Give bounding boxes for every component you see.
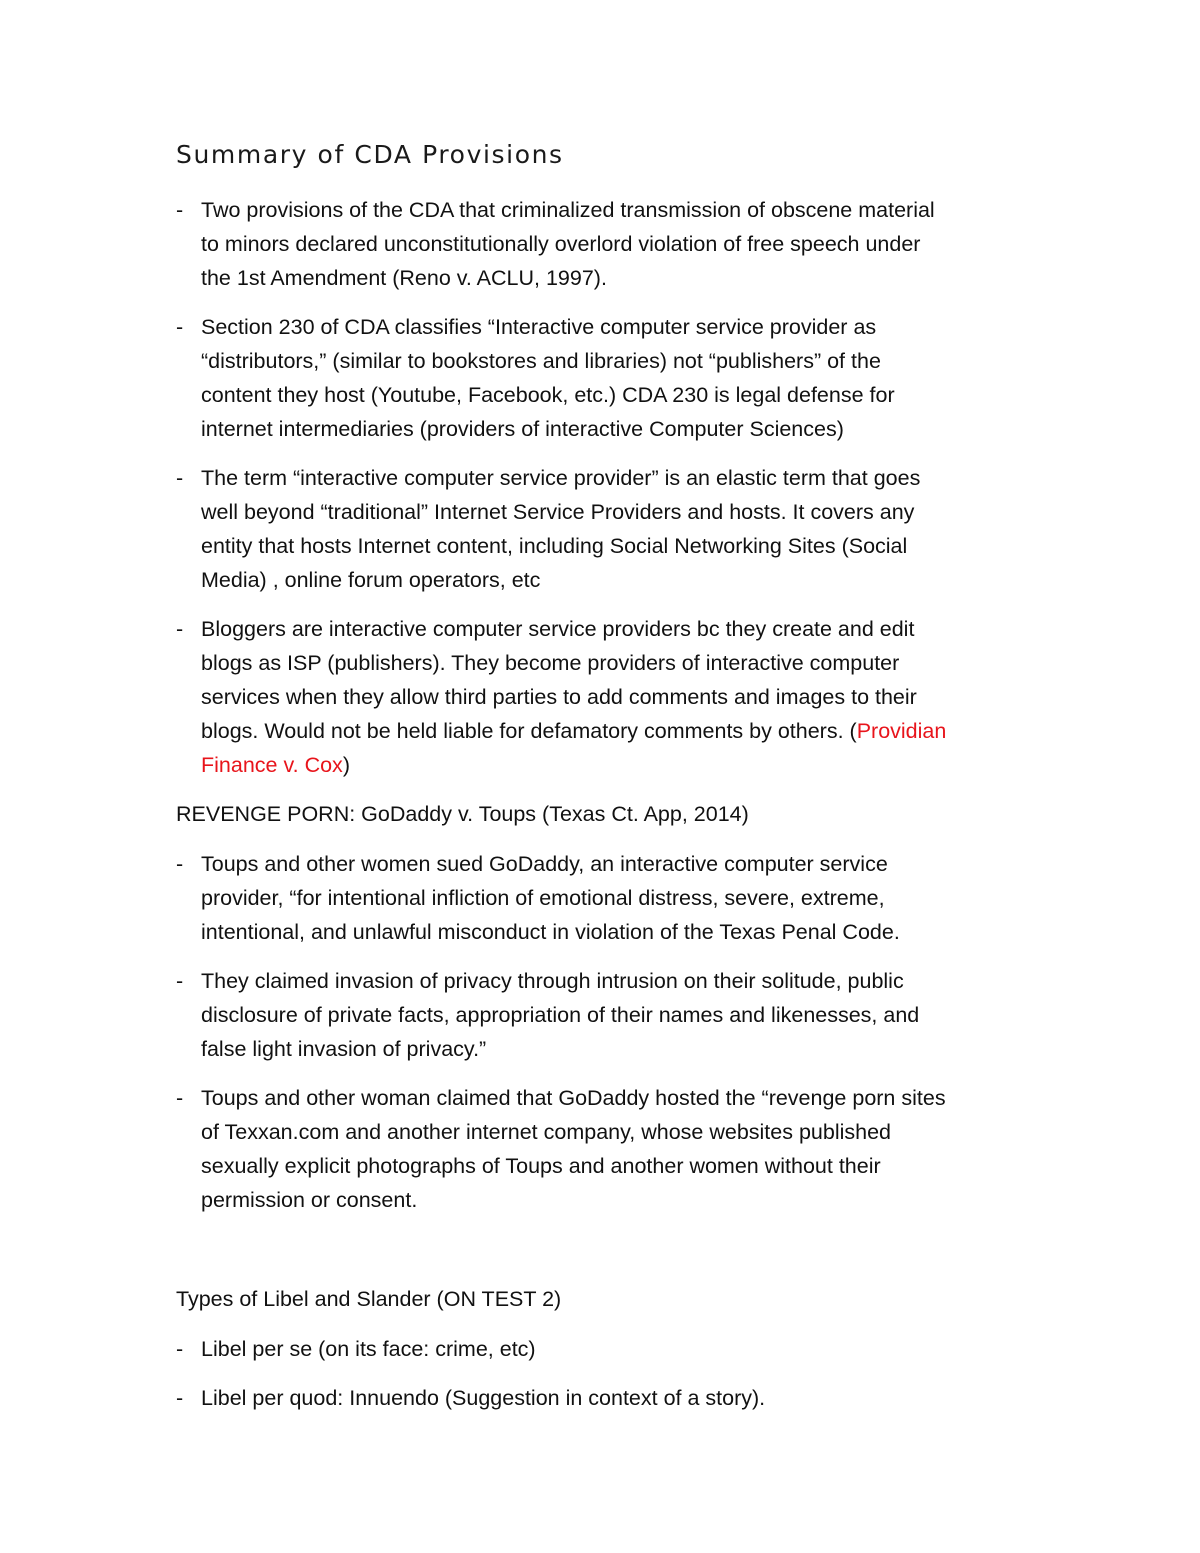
text-line: intentional, and unlawful misconduct in violation of the Texas Penal Code. [201, 920, 900, 944]
text-line: The term “interactive computer service provider” is an elastic term that goes [201, 466, 921, 490]
text-segment: ) [342, 753, 350, 777]
text-line: content they host (Youtube, Facebook, etc.) CDA 230 is legal defense for [201, 383, 895, 407]
bullet-dash: - [176, 852, 184, 876]
list-item-text [201, 1332, 1026, 1366]
bullet-dash: - [176, 1086, 184, 1110]
case-citation: Providian [856, 719, 947, 743]
case-citation: Finance v. Cox [201, 753, 343, 777]
text-line: disclosure of private facts, appropriation of their names and likenesses, and [201, 1003, 920, 1027]
page-title: Summary of CDA Provisions [176, 140, 564, 169]
text-line: permission or consent. [201, 1188, 418, 1212]
text-line: of Texxan.com and another internet company, whose websites published [201, 1120, 892, 1144]
list-item-text [201, 1381, 1026, 1415]
text-line: entity that hosts Internet content, including Social Networking Sites (Social [201, 534, 908, 558]
text-line: well beyond “traditional” Internet Service Providers and hosts. It covers any [201, 500, 915, 524]
text-line: Libel per se (on its face: crime, etc) [201, 1337, 536, 1361]
text-line: Toups and other woman claimed that GoDaddy hosted the “revenge porn sites [201, 1086, 946, 1110]
text-line: Two provisions of the CDA that criminalized transmission of obscene material [201, 198, 935, 222]
bullet-dash: - [176, 198, 184, 222]
section-heading-libel-slander: Types of Libel and Slander (ON TEST 2) [176, 1287, 562, 1311]
text-line: Media) , online forum operators, etc [201, 568, 541, 592]
text-line: to minors declared unconstitutionally overlord violation of free speech under [201, 232, 921, 256]
text-line: false light invasion of privacy.” [201, 1037, 487, 1061]
list-item-text [201, 612, 1026, 782]
list-item-text [201, 1081, 1026, 1217]
text-line: the 1st Amendment (Reno v. ACLU, 1997). [201, 266, 607, 290]
text-line: Libel per quod: Innuendo (Suggestion in context of a story). [201, 1386, 766, 1410]
bullet-dash: - [176, 315, 184, 339]
text-line: “distributors,” (similar to bookstores and libraries) not “publishers” of the [201, 349, 881, 373]
bullet-dash: - [176, 1386, 184, 1410]
section-heading-revenge-porn: REVENGE PORN: GoDaddy v. Toups (Texas Ct. App, 2014) [176, 802, 749, 826]
list-item-text [201, 964, 1026, 1066]
bullet-dash: - [176, 1337, 184, 1361]
text-line: sexually explicit photographs of Toups and another women without their [201, 1154, 881, 1178]
bullet-dash: - [176, 969, 184, 993]
text-line: They claimed invasion of privacy through intrusion on their solitude, public [201, 969, 904, 993]
text-line: provider, “for intentional infliction of emotional distress, severe, extreme, [201, 886, 885, 910]
text-line: services when they allow third parties to add comments and images to their [201, 685, 917, 709]
list-item-text [201, 461, 1026, 597]
list-item-text [201, 193, 1026, 295]
text-line: blogs as ISP (publishers). They become providers of interactive computer [201, 651, 900, 675]
text-segment: blogs. Would not be held liable for defamatory comments by others. ( [201, 719, 857, 743]
text-line: Toups and other women sued GoDaddy, an interactive computer service [201, 852, 888, 876]
bullet-dash: - [176, 617, 184, 641]
text-line: Bloggers are interactive computer service providers bc they create and edit [201, 617, 915, 641]
bullet-dash: - [176, 466, 184, 490]
list-item-text [201, 310, 1026, 446]
list-item-text [201, 847, 1026, 949]
text-line: internet intermediaries (providers of interactive Computer Sciences) [201, 417, 844, 441]
text-line: Section 230 of CDA classifies “Interactive computer service provider as [201, 315, 877, 339]
text-line [201, 714, 1026, 748]
text-line [201, 748, 1026, 782]
